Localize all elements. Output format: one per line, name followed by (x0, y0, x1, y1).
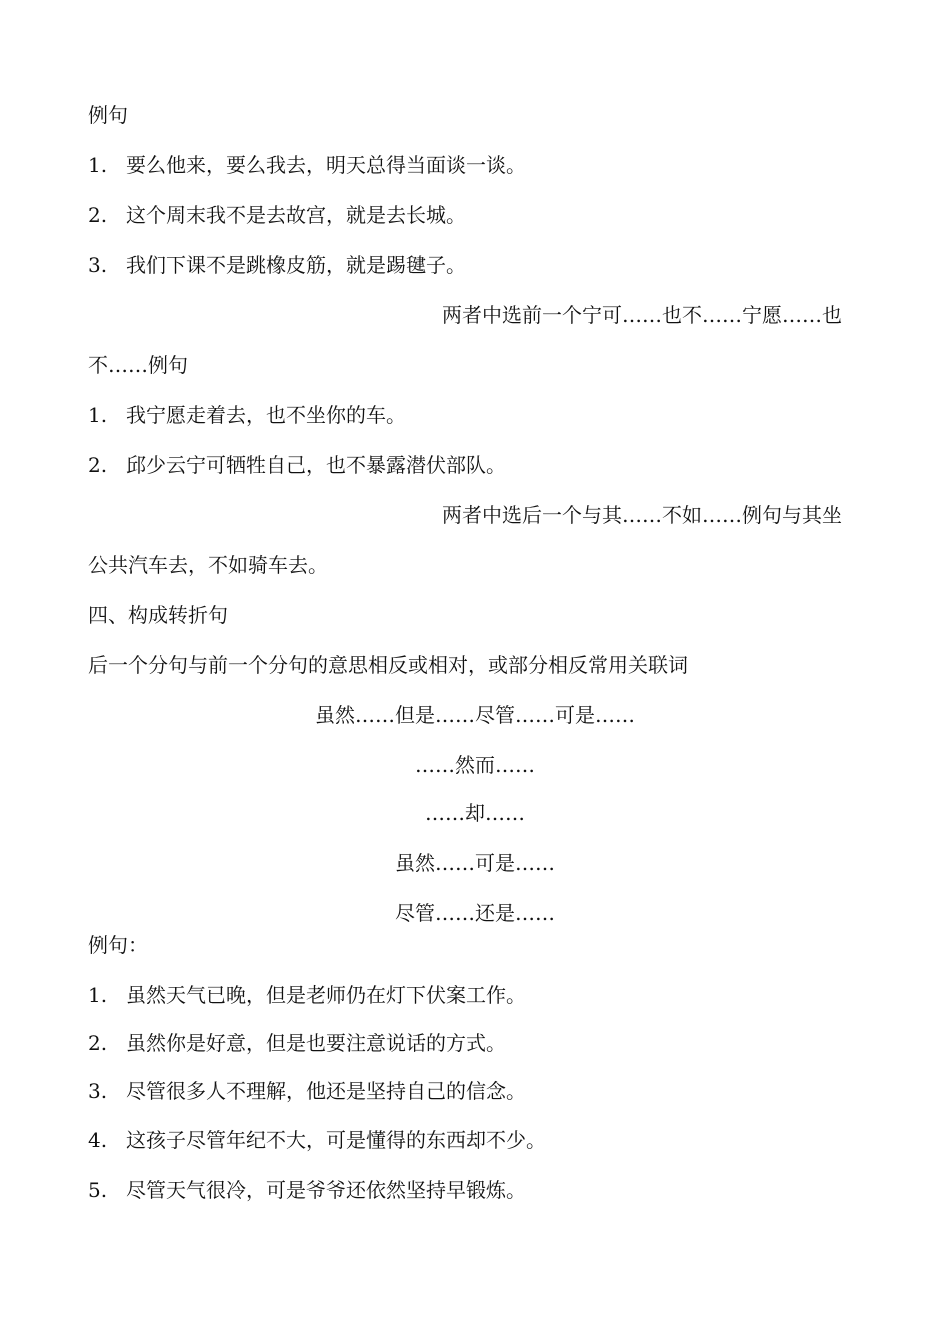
choose-second-continuation: 公共汽车去，不如骑车去。 (88, 553, 328, 577)
section-description: 后一个分句与前一个分句的意思相反或相对，或部分相反常用关联词 (88, 653, 688, 677)
item-number: 4. (88, 1128, 108, 1152)
item-text: 这个周末我不是去故宫，就是去长城。 (126, 203, 466, 227)
list-item (88, 981, 526, 1009)
example-heading: 例句 (88, 103, 128, 127)
item-number: 1. (88, 403, 108, 427)
item-text: 尽管天气很冷，可是爷爷还依然坚持早锻炼。 (126, 1178, 526, 1202)
list-item (88, 201, 466, 229)
conjunction-line: 虽然……可是…… (395, 851, 555, 875)
item-text: 这孩子尽管年纪不大，可是懂得的东西却不少。 (126, 1128, 546, 1152)
choose-second-text: 两者中选后一个与其……不如……例句与其坐 (442, 503, 842, 527)
item-text: 我宁愿走着去，也不坐你的车。 (126, 403, 406, 427)
item-text: 要么他来，要么我去，明天总得当面谈一谈。 (126, 153, 526, 177)
conjunction-line: ……却…… (425, 801, 525, 825)
item-text: 虽然天气已晚，但是老师仍在灯下伏案工作。 (126, 983, 526, 1007)
list-item (88, 151, 526, 179)
conjunction-line: 虽然……但是……尽管……可是…… (315, 703, 635, 727)
conjunction-line: 尽管……还是…… (395, 901, 555, 925)
item-text: 我们下课不是跳橡皮筋，就是踢毽子。 (126, 253, 466, 277)
list-item (88, 1176, 526, 1204)
conjunction-line: ……然而…… (415, 753, 535, 777)
item-number: 2. (88, 203, 108, 227)
item-number: 5. (88, 1178, 108, 1202)
choose-first-continuation: 不……例句 (88, 353, 188, 377)
item-number: 3. (88, 253, 108, 277)
item-text: 尽管很多人不理解，他还是坚持自己的信念。 (126, 1079, 526, 1103)
item-number: 2. (88, 1031, 108, 1055)
item-number: 1. (88, 153, 108, 177)
item-number: 1. (88, 983, 108, 1007)
list-item (88, 1077, 526, 1105)
list-item (88, 1029, 506, 1057)
item-number: 2. (88, 453, 108, 477)
list-item (88, 251, 466, 279)
list-item (88, 1126, 546, 1154)
example-heading: 例句： (88, 933, 148, 957)
item-number: 3. (88, 1079, 108, 1103)
item-text: 邱少云宁可牺牲自己，也不暴露潜伏部队。 (126, 453, 506, 477)
list-item (88, 401, 406, 429)
item-text: 虽然你是好意，但是也要注意说话的方式。 (126, 1031, 506, 1055)
choose-first-text: 两者中选前一个宁可……也不……宁愿……也 (442, 303, 842, 327)
list-item (88, 451, 506, 479)
section-title: 四、构成转折句 (88, 603, 228, 627)
